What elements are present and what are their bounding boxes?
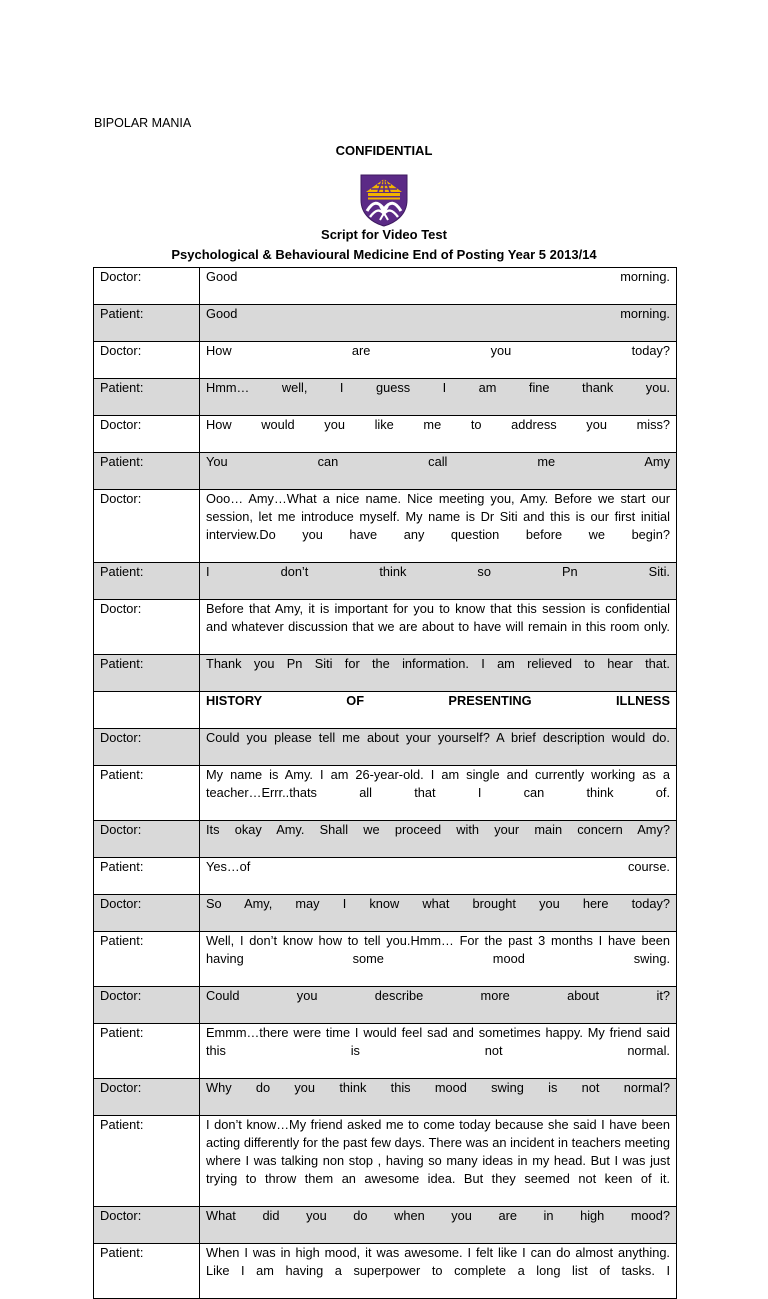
- speaker-cell: Patient:: [94, 453, 200, 490]
- speaker-cell: Doctor:: [94, 600, 200, 655]
- utterance-cell: Emmm…there were time I would feel sad and sometimes happy. My friend said this is not normal.: [200, 1024, 677, 1079]
- dialogue-row: [94, 858, 677, 895]
- utterance-cell: Hmm… well, I guess I am fine thank you.: [200, 379, 677, 416]
- speaker-cell: Doctor:: [94, 729, 200, 766]
- speaker-cell: Doctor:: [94, 1079, 200, 1116]
- utterance-cell: Thank you Pn Siti for the information. I am relieved to hear that.: [200, 655, 677, 692]
- speaker-cell: Doctor:: [94, 895, 200, 932]
- university-crest-icon: [358, 173, 410, 227]
- script-title: Script for Video Test: [321, 227, 447, 242]
- dialogue-table: [93, 267, 677, 1299]
- speaker-cell: Doctor:: [94, 821, 200, 858]
- speaker-cell: Patient:: [94, 1116, 200, 1207]
- utterance-cell: Could you please tell me about your yourself? A brief description would do.: [200, 729, 677, 766]
- dialogue-row: [94, 1079, 677, 1116]
- dialogue-row: [94, 490, 677, 563]
- dialogue-row: [94, 655, 677, 692]
- dialogue-row: [94, 895, 677, 932]
- utterance-cell: Its okay Amy. Shall we proceed with your main concern Amy?: [200, 821, 677, 858]
- dialogue-row: [94, 1024, 677, 1079]
- dialogue-row: [94, 342, 677, 379]
- speaker-cell: Patient:: [94, 858, 200, 895]
- utterance-cell: So Amy, may I know what brought you here today?: [200, 895, 677, 932]
- script-subtitle: Psychological & Behavioural Medicine End of Posting Year 5 2013/14: [171, 247, 597, 262]
- speaker-cell: Doctor:: [94, 987, 200, 1024]
- utterance-cell: Good morning.: [200, 305, 677, 342]
- dialogue-row: [94, 563, 677, 600]
- utterance-cell: Why do you think this mood swing is not normal?: [200, 1079, 677, 1116]
- utterance-cell: Could you describe more about it?: [200, 987, 677, 1024]
- speaker-cell: Patient:: [94, 655, 200, 692]
- dialogue-row: [94, 453, 677, 490]
- dialogue-row: [94, 766, 677, 821]
- dialogue-row: [94, 1244, 677, 1299]
- dialogue-row: [94, 305, 677, 342]
- speaker-cell: Patient:: [94, 379, 200, 416]
- speaker-cell: Patient:: [94, 932, 200, 987]
- section-heading: HISTORY OF PRESENTING ILLNESS: [200, 692, 677, 729]
- speaker-cell: Patient:: [94, 1024, 200, 1079]
- utterance-cell: Good morning.: [200, 268, 677, 305]
- dialogue-table-body: [94, 268, 677, 1299]
- speaker-cell: [94, 692, 200, 729]
- dialogue-row: [94, 600, 677, 655]
- utterance-cell: My name is Amy. I am 26-year-old. I am single and currently working as a teacher…Errr..thats all that I can think of.: [200, 766, 677, 821]
- speaker-cell: Patient:: [94, 766, 200, 821]
- utterance-cell: I don’t think so Pn Siti.: [200, 563, 677, 600]
- speaker-cell: Doctor:: [94, 342, 200, 379]
- utterance-cell: Well, I don’t know how to tell you.Hmm… For the past 3 months I have been having some mood swing.: [200, 932, 677, 987]
- utterance-cell: Before that Amy, it is important for you to know that this session is confidential and whatever discussion that we are about to have will remain in this room only.: [200, 600, 677, 655]
- speaker-cell: Patient:: [94, 1244, 200, 1299]
- utterance-cell: When I was in high mood, it was awesome. I felt like I can do almost anything. Like I am having a superpower to complete a long list of tasks. I: [200, 1244, 677, 1299]
- speaker-cell: Patient:: [94, 563, 200, 600]
- section-header-row: [94, 692, 677, 729]
- utterance-cell: Ooo… Amy…What a nice name. Nice meeting you, Amy. Before we start our session, let me introduce myself. My name is Dr Siti and this is our first initial interview.Do you have any question before we begin?: [200, 490, 677, 563]
- dialogue-row: [94, 821, 677, 858]
- speaker-cell: Doctor:: [94, 490, 200, 563]
- document-topic: BIPOLAR MANIA: [94, 116, 192, 130]
- speaker-cell: Doctor:: [94, 268, 200, 305]
- utterance-cell: You can call me Amy: [200, 453, 677, 490]
- dialogue-row: [94, 932, 677, 987]
- utterance-cell: What did you do when you are in high mood?: [200, 1207, 677, 1244]
- dialogue-row: [94, 729, 677, 766]
- dialogue-row: [94, 416, 677, 453]
- utterance-cell: Yes…of course.: [200, 858, 677, 895]
- speaker-cell: Doctor:: [94, 416, 200, 453]
- utterance-cell: How would you like me to address you miss?: [200, 416, 677, 453]
- utterance-cell: I don’t know…My friend asked me to come today because she said I have been acting differently for the past few days. There was an incident in teachers meeting where I was talking non stop , having so many ideas in my head. But I was just trying to throw them an awesome idea. But they seemed not keen of it.: [200, 1116, 677, 1207]
- dialogue-row: [94, 379, 677, 416]
- dialogue-row: [94, 987, 677, 1024]
- dialogue-row: [94, 268, 677, 305]
- speaker-cell: Doctor:: [94, 1207, 200, 1244]
- speaker-cell: Patient:: [94, 305, 200, 342]
- dialogue-row: [94, 1207, 677, 1244]
- utterance-cell: How are you today?: [200, 342, 677, 379]
- dialogue-row: [94, 1116, 677, 1207]
- confidential-label: CONFIDENTIAL: [335, 143, 433, 158]
